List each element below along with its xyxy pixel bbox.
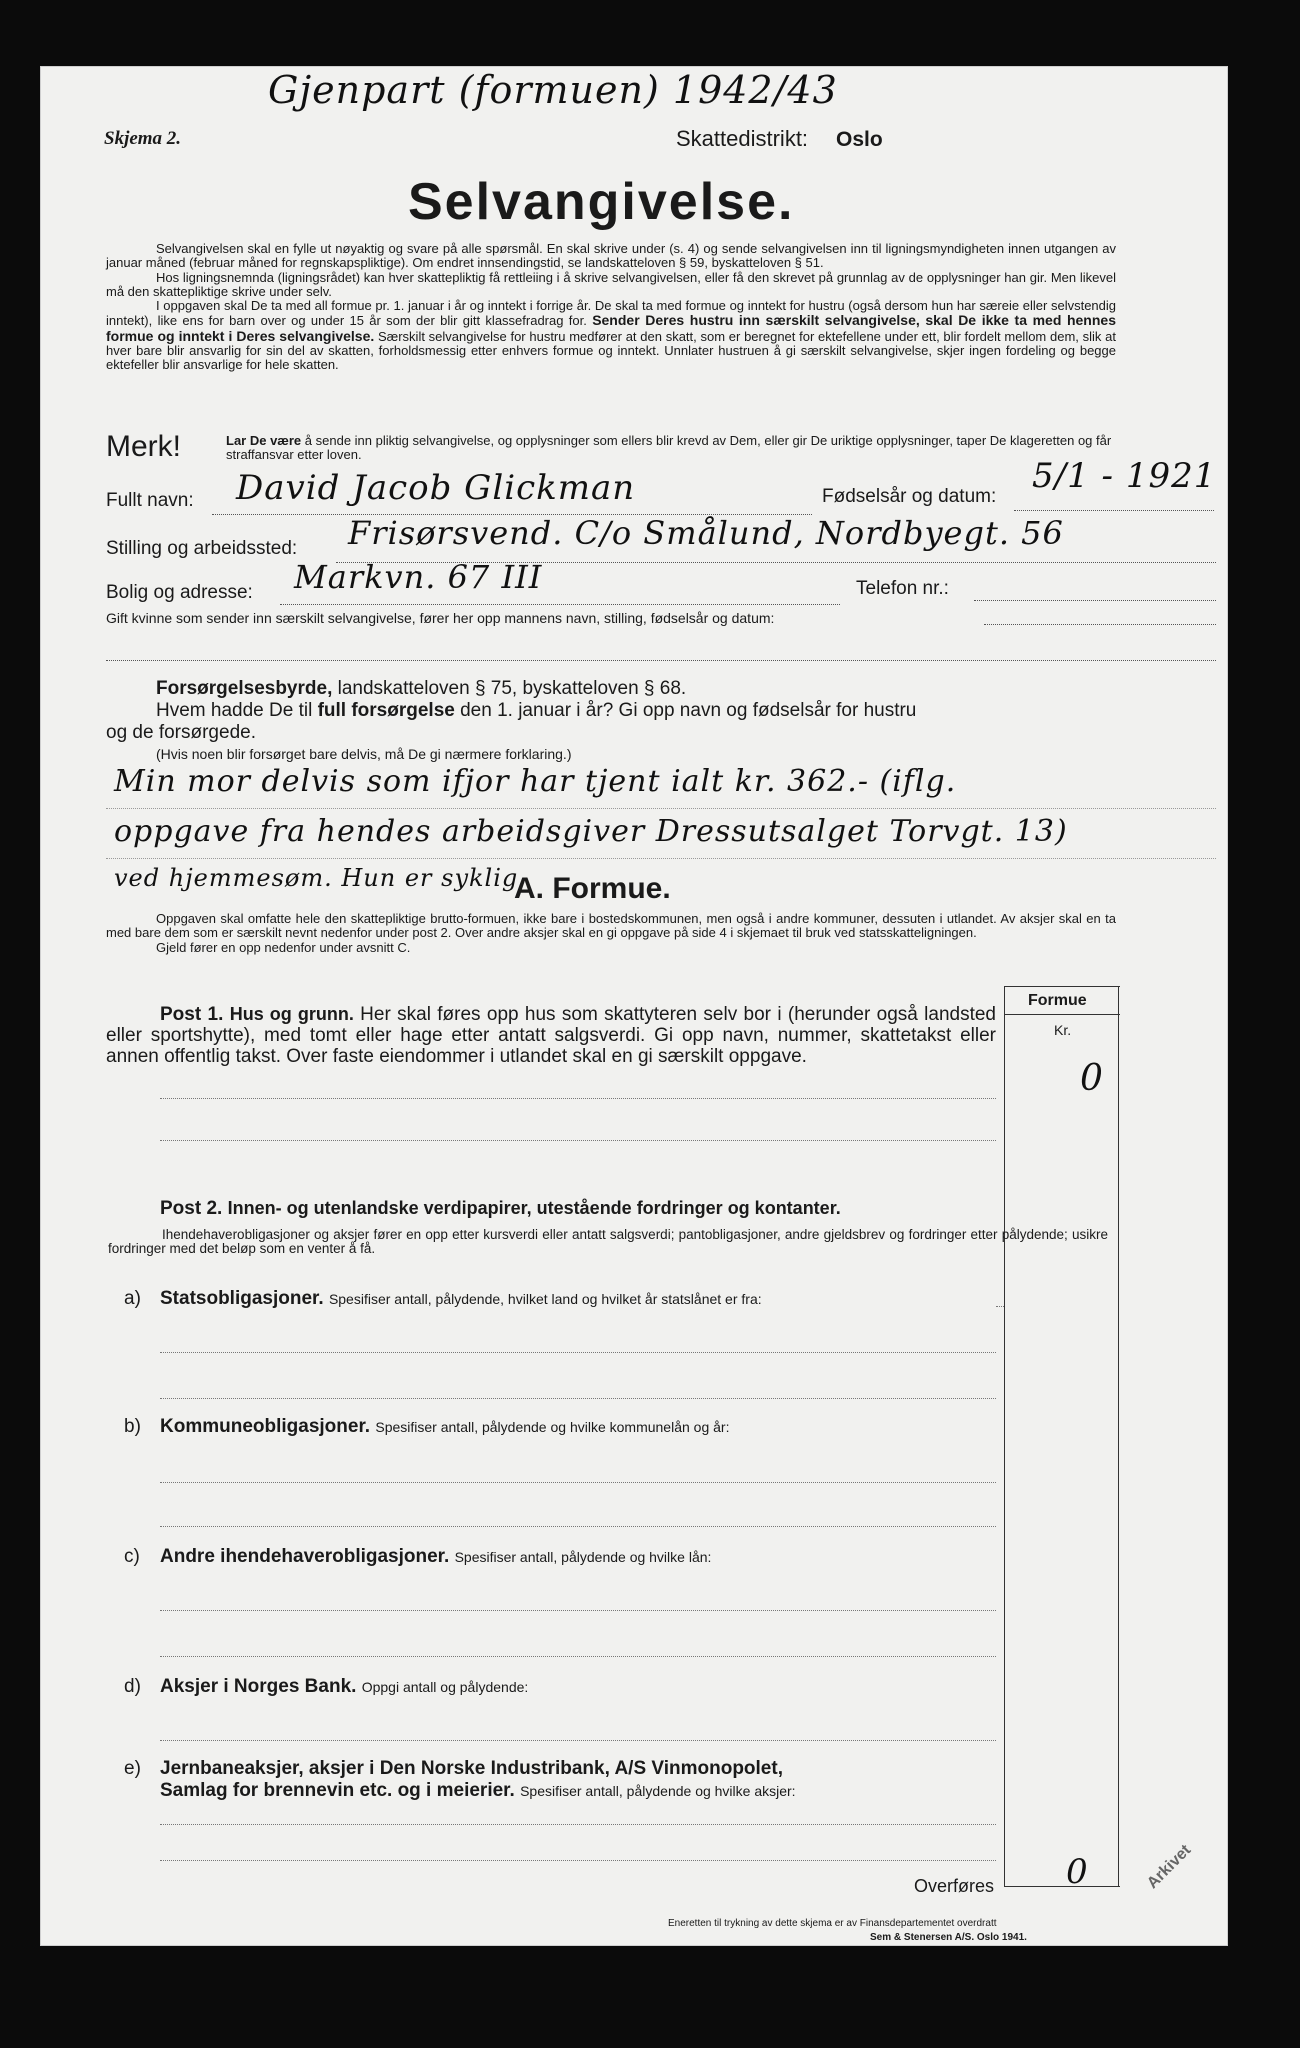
married-line-1: [984, 624, 1216, 625]
item-b-line-2: [160, 1526, 996, 1527]
item-d-line-1: [160, 1740, 996, 1741]
item-c: [124, 1546, 711, 1568]
item-a-spec: Spesifiser antall, pålydende, hvilket land og hvilket år statslånet er fra:: [328, 1291, 762, 1307]
col-header: Formue: [1028, 992, 1087, 1009]
item-c-letter: c): [124, 1546, 140, 1567]
transfer-label: Overføres: [914, 1876, 995, 1896]
page-title: Selvangivelse.: [408, 173, 795, 231]
support-q1-b: den 1. januar i år? Gi opp navn og fødselsår for hustru: [460, 700, 917, 721]
support-line-1: [106, 808, 1216, 809]
formue-intro: [106, 912, 1116, 955]
item-a-title: Statsobligasjoner.: [160, 1288, 324, 1309]
intro-p2: Hos ligningsnemnda (ligningsrådet) kan hver skattepliktig få rettleiing i å skrive selvangivelsen, eller få den skrevet på grunnlag av de opplysninger han gir. Men likevel må den skattepliktige skrive under selv.: [106, 269, 1116, 299]
item-a-line-1: [160, 1352, 996, 1353]
intro-p3-bold: Sender Deres hustru inn særskilt selvangivelse, skal De ikke ta med hennes formue og inntekt i Deres selvangivelse.: [106, 312, 1116, 344]
intro-p3-a: I oppgaven skal De ta med all formue pr. 1. januar i år og inntekt i forrige år. De skal ta med formue og inntekt for hustru (også dersom hun har særeie eller selvstendig inntekt), like ens for barn over og under 15 år som der blir gitt klassefradrag for.: [106, 298, 1116, 329]
married-line-2: [106, 660, 1216, 661]
col-top-line: [1004, 986, 1120, 987]
name-label: Fullt navn:: [106, 490, 194, 511]
address-value: Markvn. 67 III: [294, 558, 543, 596]
post1-label: Post 1.: [160, 1004, 224, 1025]
intro-p1: Selvangivelsen skal en fylle ut nøyaktig og svare på alle spørsmål. En skal skrive under (s. 4) og sende selvangivelsen inn til ligningsmyndigheten innen utgangen av januar måned (februar måned for regnskapspliktige). Om endret innsendingstid, se landskatteloven § 59, byskatteloven § 51.: [106, 241, 1116, 271]
support-heading-bold: Forsørgelsesbyrde,: [156, 678, 333, 699]
item-e-line-2: [160, 1860, 996, 1861]
district-value: Oslo: [836, 128, 883, 151]
item-a-letter: a): [124, 1288, 141, 1309]
address-label: Bolig og adresse:: [106, 582, 253, 603]
archive-stamp: Arkivet: [1144, 1841, 1195, 1893]
item-e-title-1: Jernbaneaksjer, aksjer i Den Norske Industribank, A/S Vinmonopolet,: [160, 1758, 783, 1779]
item-b-line-1: [160, 1482, 996, 1483]
post1-title: Hus og grunn.: [229, 1004, 354, 1024]
birth-line: [1014, 510, 1214, 511]
support-hand-3: ved hjemmesøm. Hun er syklig: [114, 864, 519, 892]
post2-title: Innen- og utenlandske verdipapirer, utestående fordringer og kontanter.: [227, 1198, 841, 1218]
item-b-spec: Spesifiser antall, pålydende og hvilke kommunelån og år:: [375, 1419, 730, 1435]
item-c-spec: Spesifiser antall, pålydende og hvilke lån:: [454, 1549, 712, 1565]
support-heading: [156, 678, 686, 700]
support-q2: og de forsørgede.: [106, 722, 256, 743]
form-id: Skjema 2.: [104, 128, 182, 149]
col-bottom-line: [1004, 1886, 1120, 1887]
formue-heading: A. Formue.: [514, 872, 671, 905]
item-e-title-2: Samlag for brennevin etc. og i meierier.: [160, 1780, 515, 1801]
support-hand-2: oppgave fra hendes arbeidsgiver Dressutsalget Torvgt. 13): [114, 814, 1068, 849]
district-label: Skattedistrikt:: [676, 126, 809, 151]
post1-line-2: [160, 1140, 996, 1141]
support-heading-rest: landskatteloven § 75, byskatteloven § 68.: [337, 678, 687, 699]
item-e: [124, 1758, 796, 1802]
phone-label: Telefon nr.:: [856, 578, 949, 599]
item-c-line-1: [160, 1610, 996, 1611]
item-b-letter: b): [124, 1416, 141, 1437]
item-d: [124, 1676, 528, 1698]
support-q1: [156, 700, 916, 722]
merk-text-body: å sende inn pliktig selvangivelse, og opplysninger som ellers blir krevd av Dem, eller gir De uriktige opplysninger, taper De klageretten og får straffansvar etter loven.: [226, 433, 1112, 463]
item-e-line-1: [160, 1824, 996, 1825]
item-e-letter: e): [124, 1758, 141, 1779]
item-d-title: Aksjer i Norges Bank.: [160, 1676, 357, 1697]
footer-line-2: Sem & Stenersen A/S. Oslo 1941.: [870, 1932, 1027, 1943]
item-a-line-2: [160, 1398, 996, 1399]
married-note: Gift kvinne som sender inn særskilt selvangivelse, fører her opp mannens navn, stilling, fødselsår og datum:: [106, 610, 775, 626]
item-e-spec: Spesifiser antall, pålydende og hvilke aksjer:: [520, 1783, 796, 1799]
item-d-letter: d): [124, 1676, 141, 1697]
item-c-title: Andre ihendehaverobligasjoner.: [160, 1546, 450, 1567]
post1-text: Her skal føres opp hus som skattyteren selv bor i (herunder også landsted eller sportshytte), med tomt eller hage etter antatt salgsverdi. Gi opp navn, nummer, skattetakst eller annen offentlig takst. Over faste eiendommer i utlandet skal en gi særskilt oppgave.: [106, 1004, 996, 1067]
item-c-line-2: [160, 1656, 996, 1657]
support-q1-bold: full forsørgelse: [317, 700, 455, 721]
col-unit: Kr.: [1054, 1022, 1072, 1038]
intro-block: [106, 242, 1116, 373]
merk-text-bold: Lar De være: [226, 433, 302, 448]
post2-label: Post 2.: [160, 1198, 223, 1219]
post2-text: Ihendehaverobligasjoner og aksjer fører en opp etter kursverdi eller antatt salgsverdi; pantobligasjoner, andre gjeldsbrev og fordringer etter pålydende; usikre fordringer med det beløp som en venter å få.: [108, 1227, 1108, 1257]
col-left-line: [1004, 986, 1005, 1886]
item-a: [124, 1288, 762, 1310]
formue-intro-2: Gjeld fører en opp nedenfor under avsnitt C.: [156, 939, 411, 955]
intro-p3-b: Særskilt selvangivelse for hustru medfører at den skatt, som er beregnet for ektefellene under ett, blir fordelt mellom dem, slik at hver bare blir ansvarlig for sin del av skatten, forholdsmessig etter enhvers formue og inntekt. Unnlater hustruen å gi særskilt selvangivelse, skjer ingen fordeling og begge ektefeller blir ansvarlige for hele skatten.: [106, 328, 1116, 373]
phone-line: [974, 600, 1216, 601]
post1-block: [106, 1004, 996, 1067]
job-label: Stilling og arbeidssted:: [106, 538, 298, 559]
job-value: Frisørsvend. C/o Smålund, Nordbyegt. 56: [348, 514, 1064, 552]
address-line: [280, 604, 840, 605]
support-line-2: [106, 858, 1216, 859]
item-a-line-0: [996, 1306, 1004, 1307]
post1-value: 0: [1080, 1058, 1104, 1099]
col-right-line: [1118, 986, 1119, 1886]
item-b: [124, 1416, 729, 1438]
item-b-title: Kommuneobligasjoner.: [160, 1416, 371, 1437]
birth-value: 5/1 - 1921: [1032, 456, 1217, 496]
footer-line-1: Eneretten til trykning av dette skjema er av Finansdepartementet overdratt: [668, 1918, 997, 1929]
intro-p3: [106, 299, 1116, 372]
item-d-spec: Oppgi antall og pålydende:: [361, 1679, 529, 1695]
handwritten-title: Gjenpart (formuen) 1942/43: [268, 68, 838, 112]
support-q1-a: Hvem hadde De til: [156, 700, 313, 721]
name-value: David Jacob Glickman: [236, 468, 636, 508]
support-q3: (Hvis noen blir forsørget bare delvis, må De gi nærmere forklaring.): [156, 746, 572, 762]
post1-line-1: [160, 1098, 996, 1099]
merk-text: [226, 434, 1116, 463]
support-hand-1: Min mor delvis som ifjor har tjent ialt kr. 362.- (iflg.: [114, 764, 957, 799]
col-header-line: [1004, 1014, 1120, 1015]
post2-heading: [160, 1198, 841, 1220]
formue-intro-text: Oppgaven skal omfatte hele den skattepliktige brutto-formuen, ikke bare i bostedskommunen, men også i andre kommuner, dessuten i utlandet. Av aksjer skal en ta med bare dem som er særskilt nevnt nedenfor under post 2. Over andre aksjer skal en gi oppgave på side 4 i skjemaet til bruk ved statsskatteligningen.: [106, 911, 1116, 941]
transfer-value: 0: [1066, 1852, 1089, 1892]
birth-label: Fødselsår og datum:: [822, 486, 997, 507]
merk-label: Merk!: [106, 430, 181, 463]
